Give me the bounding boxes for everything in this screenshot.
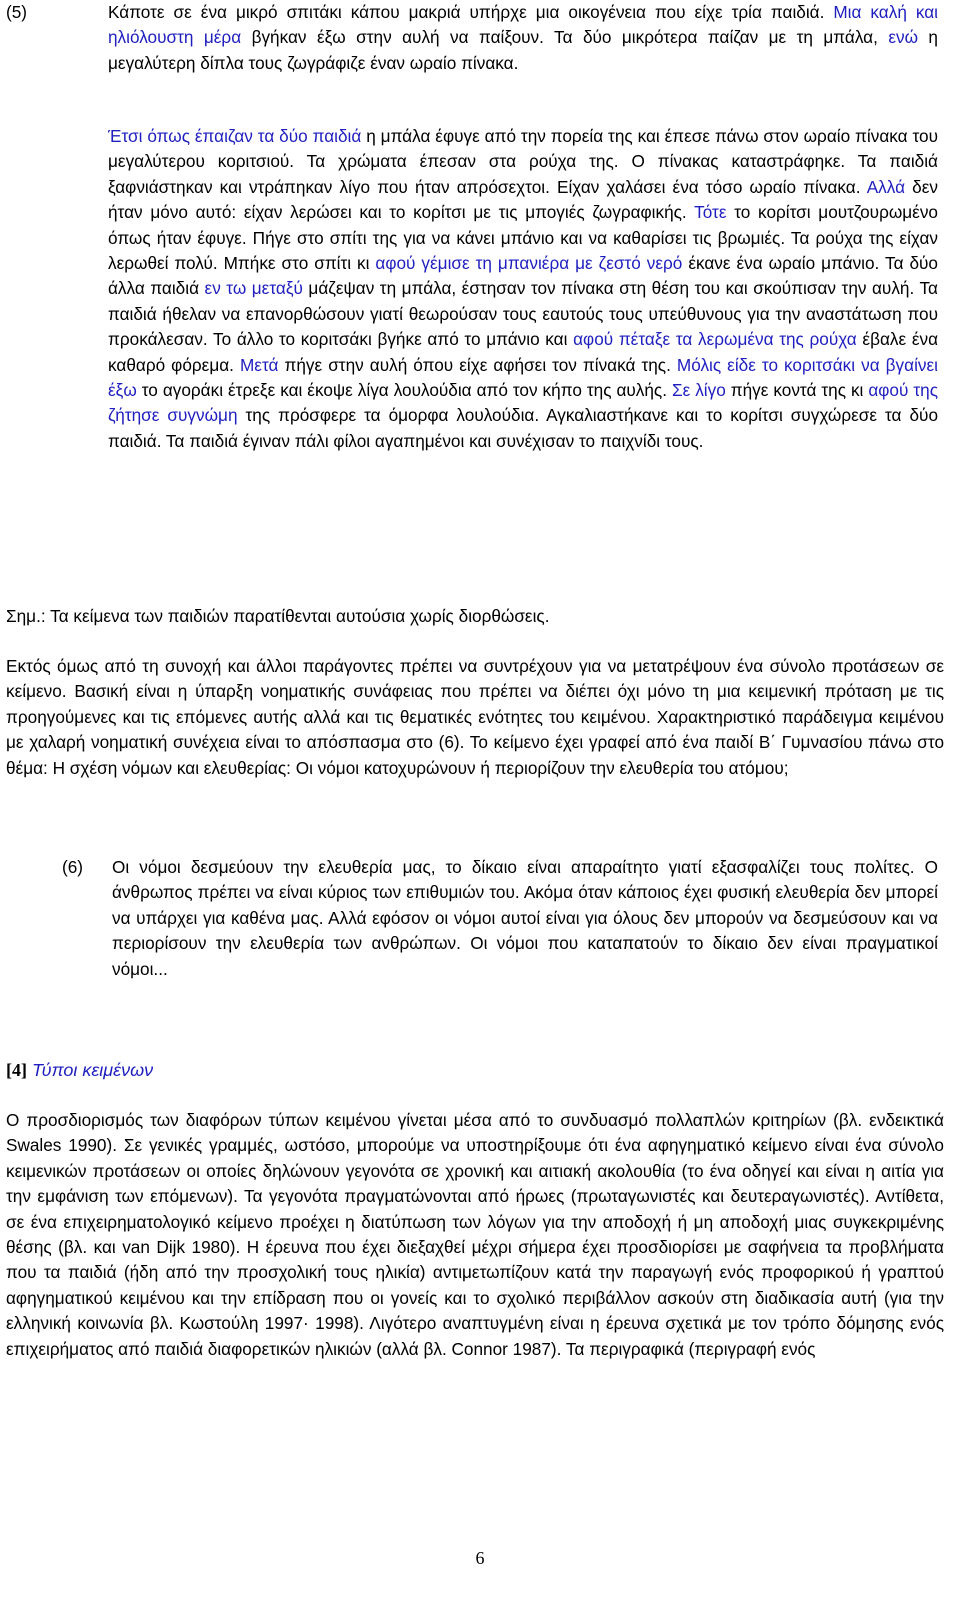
section-number: [4]: [6, 1060, 27, 1080]
highlighted-connective: αφού της ζήτησε συγνώμη: [108, 380, 938, 426]
example-5-number: (5): [6, 2, 28, 22]
text-run: βγήκαν έξω στην αυλή να παίξουν. Τα δύο μικρότερα παίζαν με τη μπάλα,: [241, 27, 889, 48]
example-6-number: (6): [62, 857, 84, 877]
highlighted-connective: ενώ: [888, 27, 918, 48]
example-5-para-1: [108, 0, 938, 76]
text-run: έβαλε ένα καθαρό φόρεμα.: [108, 329, 939, 375]
text-run: δεν ήταν μόνο αυτό: είχαν λερώσει και το κορίτσι με τις μπογιές ζωγραφικής.: [108, 176, 939, 223]
highlighted-connective: Μια καλή και ηλιόλουστη μέρα: [108, 2, 938, 48]
text-run: μάζεψαν τη μπάλα, έστησαν τον πίνακα στη θέση του και σκούπισαν την αυλή. Τα παιδιά ήθελαν να επανορθώσουν γιατί θεωρούσαν τους εαυτούς τους υπεύθυνους για την αναστάτωση που προκάλεσαν. Το άλλο το κοριτσάκι βγήκε από το μπάνιο και: [108, 278, 938, 350]
text-run: το κορίτσι μουτζουρωμένο όπως ήταν έφυγε. Πήγε στο σπίτι της για να κάνει μπάνιο και να καθαρίσει τις βρωμιές. Τα ρούχα της είχαν λερωθεί πολύ. Μπήκε στο σπίτι κι: [108, 202, 938, 274]
text-run: πήγε κοντά της κι: [725, 380, 869, 401]
highlighted-connective: εν τω μεταξύ: [204, 278, 303, 299]
text-run: η μπάλα έφυγε από την πορεία της και έπεσε πάνω στον ωραίο πίνακα του μεγαλύτερου κοριτσιού. Τα χρώματα έπεσαν στα ρούχα της. Ο πίνακας καταστράφηκε. Τα παιδιά ξαφνιάστηκαν και ντράπηκαν λίγο που ήταν απρόσεχτοι. Είχαν χαλάσει ένα τόσο ωραίο πίνακα.: [108, 126, 938, 197]
highlighted-connective: Αλλά: [866, 176, 906, 197]
highlighted-connective: Τότε: [694, 202, 727, 223]
text-run: Κάποτε σε ένα μικρό σπιτάκι κάπου μακριά υπήρχε μια οικογένεια που είχε τρία παιδιά.: [108, 2, 834, 22]
example-5-para-2: [108, 124, 938, 454]
example-6-text: Οι νόμοι δεσμεύουν την ελευθερία μας, το δίκαιο είναι απαραίτητο γιατί εξασφαλίζει τους πολίτες. Ο άνθρωπος πρέπει να είναι κύριος των επιθυμιών του. Ακόμα όταν κάποιος έχει φυσική ελευθερία δεν μπορεί να υπάρχει για καθένα μας. Αλλά εφόσον οι νόμοι αυτοί είναι για όλους δεν μπορούν να δεσμεύσουν και να περιορίσουν την ελευθερία των ανθρώπων. Οι νόμοι που καταπατούν το δίκαιο δεν είναι πραγματικοί νόμοι...: [112, 857, 938, 979]
text-run: το αγοράκι έτρεξε και έκοψε λίγα λουλούδια από τον κήπο της αυλής.: [136, 380, 672, 401]
highlighted-connective: Σε λίγο: [671, 380, 726, 401]
section-heading: [6, 1058, 153, 1083]
highlighted-connective: αφού πέταξε τα λερωμένα της ρούχα: [573, 329, 857, 350]
text-run: έκανε ένα ωραίο μπάνιο. Τα δύο άλλα παιδιά: [108, 253, 938, 299]
text-run: της πρόσφερε τα όμορφα λουλούδια. Αγκαλιαστήκανε και το κορίτσι συγχώρεσε τα δύο παιδιά. Τα παιδιά έγιναν πάλι φίλοι αγαπημένοι και συνέχισαν το παιχνίδι τους.: [108, 405, 938, 451]
text-run: πήγε στην αυλή όπου είχε αφήσει τον πίνακά της.: [278, 354, 677, 375]
highlighted-connective: Έτσι όπως έπαιζαν τα δύο παιδιά: [108, 126, 362, 146]
paragraph-coherence: Εκτός όμως από τη συνοχή και άλλοι παράγοντες πρέπει να συντρέχουν για να μετατρέψουν ένα σύνολο προτάσεων σε κείμενο. Βασική είναι η ύπαρξη νοηματικής συνάφειας που πρέπει να διέπει όχι μόνο τη μια κειμενική πρόταση με τις προηγούμενες και τις επόμενες αυτής αλλά και τις θεματικές ενότητες του κειμένου. Χαρακτηριστικό παράδειγμα κειμένου με χαλαρή νοηματική συνέχεια είναι το απόσπασμα στο (6). Το κείμενο έχει γραφεί από ένα παιδί Β΄ Γυμνασίου πάνω στο θέμα: Η σχέση νόμων και ελευθερίας: Οι νόμοι κατοχυρώνουν ή περιορίζουν την ελευθερία του ατόμου;: [6, 656, 944, 778]
highlighted-connective: Μόλις είδε το κοριτσάκι να βγαίνει έξω: [108, 354, 938, 401]
highlighted-connective: Μετά: [239, 354, 279, 375]
text-run: η μεγαλύτερη δίπλα τους ζωγράφιζε έναν ωραίο πίνακα.: [108, 27, 938, 73]
section-title: Τύποι κειμένων: [32, 1060, 154, 1080]
paragraph-text-types: Ο προσδιορισμός των διαφόρων τύπων κειμένου γίνεται μέσα από το συνδυασμό πολλαπλών κριτηρίων (βλ. ενδεικτικά Swales 1990). Σε γενικές γραμμές, ωστόσο, μπορούμε να υποστηρίξουμε ότι ένα αφηγηματικό κείμενο είναι ένα σύνολο κειμενικών προτάσεων οι οποίες δηλώνουν γεγονότα σε χρονική και αιτιακή ακολουθία (το ένα οδηγεί και είναι η αιτία για την εμφάνιση των επόμενων). Τα γεγονότα πραγματώνονται από ήρωες (πρωταγωνιστές και δευτεραγωνιστές). Αντίθετα, σε ένα επιχειρηματολογικό κείμενο προέχει η διατύπωση των λόγων για την αποδοχή ή μη αποδοχή μιας συγκεκριμένης θέσης (βλ. και van Dijk 1980). Η έρευνα που έχει διεξαχθεί μέχρι σήμερα έχει προσδιορίσει με σαφήνεια τα προβλήματα που τα παιδιά (ήδη από την προσχολική τους ηλικία) αντιμετωπίζουν κατά την παραγωγή ενός προφορικού ή γραπτού αφηγηματικού κειμένου και την επίδραση που οι γονείς και το σχολικό περιβάλλον ασκούν στη διαδικασία αυτή (για την ελληνική κοινωνία βλ. Κωστούλη 1997· 1998). Λιγότερο αναπτυγμένη είναι η έρευνα σχετικά με τον τρόπο δόμησης ενός επιχειρήματος από παιδιά διαφορετικών ηλικιών (αλλά βλ. Connor 1987). Τα περιγραφικά (περιγραφή ενός: [6, 1110, 944, 1359]
page-number: 6: [475, 1548, 485, 1568]
note: Σημ.: Τα κείμενα των παιδιών παρατίθενται αυτούσια χωρίς διορθώσεις.: [6, 606, 550, 626]
highlighted-connective: αφού γέμισε τη μπανιέρα με ζεστό νερό: [375, 253, 683, 274]
